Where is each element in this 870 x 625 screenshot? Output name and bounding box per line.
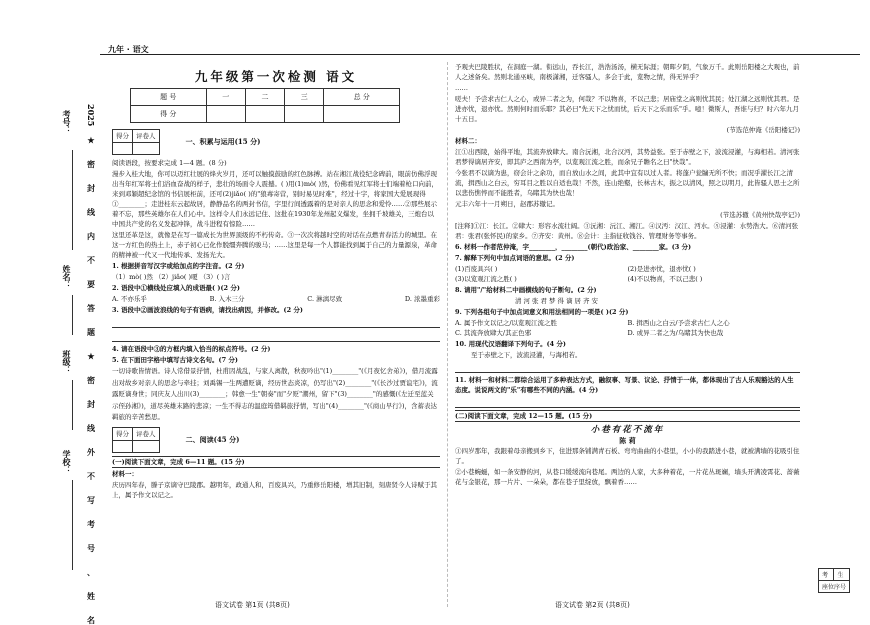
part-one-header xyxy=(112,129,440,155)
score-cell[interactable] xyxy=(206,106,245,123)
score-cell[interactable] xyxy=(324,106,400,123)
field-exam-no xyxy=(62,110,72,136)
question-7-items xyxy=(455,264,800,284)
seal-char: 不 xyxy=(87,471,95,481)
seal-char: 答 xyxy=(87,303,95,313)
footer-right: 语文试卷 第2页 (共8页) xyxy=(555,601,630,609)
question-10: 10. 用现代汉语翻译下列句子。(4 分) xyxy=(455,340,567,348)
q9-option-d[interactable]: D. 或异二者之为/乌睹其为快也哉 xyxy=(627,329,724,337)
score-cell[interactable] xyxy=(245,106,284,123)
score-header: 总 分 xyxy=(324,89,400,106)
seal-star-icon: ★ xyxy=(87,135,95,145)
notes: [注释]①江：长江。②肆大：形容水流壮阔。③沅湘：沅江、湘江。④汉沔：汉江、沔水。⑤浸灌：水势浩大。⑥清河张君：张君(张怀民)的家乡。⑦齐安：黄州。⑧会计：主指征收钱谷、管理财务等事务。 xyxy=(455,222,799,240)
binding-margin xyxy=(0,60,100,625)
option-b[interactable]: B. 入木三分 xyxy=(209,295,245,303)
score-header: 题 号 xyxy=(131,89,207,106)
story-title: 小巷有花不流年 xyxy=(590,425,665,435)
field-name-label: 姓名： xyxy=(62,265,72,289)
seat-number-box xyxy=(818,568,850,593)
field-name xyxy=(62,265,72,291)
column-divider xyxy=(447,62,448,607)
field-school-line[interactable] xyxy=(72,480,73,570)
passage-paragraph: 漫步入桂大地，你可以迈红壮展的烽火岁月，还可以触摸鼓励的红色脉搏。站在湘江战役纪念碑前，眼前仿佛浮现出当年红军将士们浴血奋战的样子，悲壮的场面令人震撼。( )用(1)mò( )然，份佛看见红军将士们端着枪口向前，来到邓颖超纪念馆的书信展柜前，还可(2)jiǎo( )的"狼毒寄营，别时易见时难"，经过十字，将家国大爱展现得①________；走进桂东云起故居，静静品名的两封书信，字里行间透露着的是对亲人的思念和爱怜……②那些展示着不忘，那些英雄尔在人们心中。这样令人们永远记住、这批在1930年龙州起义爆发，坐拥千坡雄关，三炮台以中国共产党的名义发起冲锋，战斗进程有惊险…… xyxy=(112,170,439,228)
mini-grader-cell[interactable] xyxy=(133,143,160,155)
material-1-text: 庆历四年春，滕子京谪守巴陵郡。越明年，政通人和，百废具兴，乃重修岳阳楼，增其旧制，刻唐贤今人诗赋于其上，属予作文以记之。 xyxy=(112,480,437,499)
question-2: 2. 语段中①横线处应填入的成语最( )(2 分) xyxy=(112,284,240,292)
answer-line[interactable] xyxy=(112,330,440,342)
seal-char: 写 xyxy=(87,495,95,505)
mini-score-label: 得分 xyxy=(113,130,133,143)
section-2-title: (二)阅读下面文章，完成 12—15 题。(15 分) xyxy=(455,410,800,422)
page-label: 九年 · 语文 xyxy=(108,45,149,54)
question-1: 1. 根据拼音写汉字或给加点的字注音。(2 分) xyxy=(112,262,245,270)
mini-score-box xyxy=(112,427,160,453)
score-row-label: 得 分 xyxy=(131,106,207,123)
seat-label: 生 xyxy=(834,569,850,581)
score-cell[interactable] xyxy=(285,106,324,123)
q7-item[interactable]: (4)不以物喜，不以己悲( ) xyxy=(627,275,703,283)
material-1-ending: 嗟夫！予尝求古仁人之心，或异二者之为，何哉？不以物喜，不以己悲；居庙堂之高则忧其民；处江湖之远则忧其君。是进亦忧，退亦忧。然则何时而乐耶？其必曰"先天下之忧而忧，后天下之乐而乐"乎。噫！微斯人，吾谁与归？时六年九月十五日。 xyxy=(455,95,800,123)
question-5-text: 一切诗歌皆情语。诗人常借景抒情，杜甫因战乱，与家人离散，秋夜吟出"(1)________"(《月夜忆舍弟》)，借月流露出对故乡对亲人的思念与牵挂；刘禹锡一生两遭贬谪，经历世态炎凉，仍写出"(2)________"(《长沙过贾谊宅》)，流露贬谪身世；同庆友人出川(3)________；韩愈一生"朝奏"而"夕贬"潮州，留下"(3)________"的感慨(《左迁至蓝关示侄孙湘》)，道尽英雄末路的悲凉；一生不得志的温庭筠借羁旅抒情，写出"(4)________"(《商山早行》)，含蓄表达羁旅的辛苦愁思。 xyxy=(112,367,438,421)
field-school xyxy=(62,450,72,476)
seal-char: 名 xyxy=(87,615,95,625)
field-name-line[interactable] xyxy=(72,295,73,335)
material-2-date: 元丰六年十一月朔日，赵郡苏辙记。 xyxy=(455,200,559,208)
mini-grader-cell[interactable] xyxy=(133,440,160,452)
mini-grader-label: 评卷人 xyxy=(133,130,160,143)
score-header: 三 xyxy=(285,89,324,106)
seal-char: 、 xyxy=(87,567,95,577)
source-2: (节选苏辙《黄州快哉亭记》) xyxy=(720,211,800,219)
year-label xyxy=(86,104,96,128)
score-table xyxy=(130,88,400,123)
footer-left: 语文试卷 第1页 (共8页) xyxy=(215,601,290,609)
mini-grader-label: 评卷人 xyxy=(133,427,160,440)
story-paragraph: ②小巷蜿蜒，如一条安静的河，从巷口缓缓流向巷尾。两边的人家，大多种着花，一片花丛斑斓，墙头开满凌霄花、蔷薇花与金银花，那一片片、一朵朵，都在巷子里绽放，飘着香…… xyxy=(455,468,800,486)
q9-option-c[interactable]: C. 其流奔放肆大/其正色邪 xyxy=(455,329,532,337)
seal-char: 线 xyxy=(87,423,95,433)
material-2-label: 材料二： xyxy=(455,137,481,145)
seal-char: 密 xyxy=(87,159,95,169)
field-exam-no-line[interactable] xyxy=(72,150,73,250)
material-1-label: 材料一： xyxy=(112,469,138,478)
material-1-continued: 予观夫巴陵胜状，在洞庭一湖。衔远山，吞长江，浩浩汤汤，横无际涯；朝晖夕阴，气象万千。此则岳阳楼之大观也，前人之述备矣。然则北通巫峡，南极潇湘，迁客骚人，多会于此，览物之情，得无异乎？ xyxy=(455,63,800,81)
question-8: 8. 请用"/"给材料二中画横线的句子断句。(2 分) xyxy=(455,286,597,294)
part-one-title: 一、积累与运用(15 分) xyxy=(185,137,261,146)
mini-score-cell[interactable] xyxy=(113,143,133,155)
answer-line[interactable] xyxy=(455,361,800,373)
seal-char: 线 xyxy=(87,207,95,217)
mini-score-cell[interactable] xyxy=(113,440,133,452)
seal-char: 密 xyxy=(87,375,95,385)
question-8-line[interactable]: 清河张君梦得谪居齐安 xyxy=(515,297,600,305)
seal-char: 封 xyxy=(87,183,95,193)
field-class-line[interactable] xyxy=(72,380,73,430)
question-3: 3. 语段中②画波浪线的句子有语病，请找出病因，并修改。(2 分) xyxy=(112,306,303,314)
seal-char: 要 xyxy=(87,279,95,289)
left-column xyxy=(112,62,440,607)
field-class xyxy=(62,350,72,376)
seal-char: 题 xyxy=(87,327,95,337)
question-1-blanks[interactable]: （1）mò( )然 （2）jiǎo( )嗄 （3）( )言 xyxy=(112,273,231,281)
part-one-intro: 阅读语段，按要求完成 1—4 题。(8 分) xyxy=(112,159,227,167)
q7-item[interactable]: (2)是进亦忧，退亦忧( ) xyxy=(627,265,696,273)
q9-option-b[interactable]: B. 揖西山之白云/予尝求古仁人之心 xyxy=(627,319,730,327)
seal-char: 姓 xyxy=(87,591,95,601)
story-author: 陈 莉 xyxy=(619,436,636,445)
option-a[interactable]: A. 不亦乐乎 xyxy=(112,295,147,303)
passage-paragraph: 这里还革是这，就像是在写一篇成长为世界顶级的不朽传奇。③一次次将越时空的对话在点燃青春活力的城里。在这一方红色的热土上，赤子初心已化作脱缰奔腾的骏马；……这里是每一个人都能找到属于自己的力量源泉，革命的精神被一代又一代地传承、发扬光大。 xyxy=(112,231,437,259)
seal-char: 封 xyxy=(87,399,95,409)
question-6: 6. 材料一作者范仲淹，字________，________(朝代)政治家、________家。(3 分) xyxy=(455,243,692,251)
q9-option-a[interactable]: A. 属予作文以记之/以览观江流之胜 xyxy=(455,319,558,327)
question-4: 4. 请在语段中③的方框内填入恰当的标点符号。(2 分) xyxy=(112,345,271,353)
part-two-header xyxy=(112,427,440,453)
option-c[interactable]: C. 淋漓尽致 xyxy=(307,295,343,303)
seal-star-icon: ★ xyxy=(87,351,95,361)
question-9: 9. 下列各组句子中加点词意义和用法相同的一项是( )(2 分) xyxy=(455,308,629,316)
field-class-label: 班级： xyxy=(62,350,72,374)
seal-char: 不 xyxy=(87,255,95,265)
score-header: 一 xyxy=(206,89,245,106)
seat-label: 考 xyxy=(818,569,834,581)
right-column xyxy=(455,62,800,607)
mini-score-box xyxy=(112,129,160,155)
answer-line[interactable] xyxy=(112,316,440,328)
question-2-options xyxy=(112,294,440,304)
ellipsis: …… xyxy=(455,84,468,92)
section-1-title: (一)阅读下面文章，完成 6—11 题。(15 分) xyxy=(112,456,440,468)
seat-label: 座位序号 xyxy=(818,581,849,593)
seal-char: 外 xyxy=(87,447,95,457)
exam-title: 九年级第一次检测 语文 xyxy=(194,69,358,84)
material-2-text: 江①出西陵，始得平地，其流奔放肆大。南合沅湘，北合汉沔，其势益张。至于赤壁之下，波流浸灌，与海相若。清河张君梦得谪居齐安，即其庐之西南为亭，以览观江流之胜，而余兄子瞻名之曰"快哉"。 xyxy=(455,148,800,166)
question-11: 11. 材料一和材料二都综合运用了多种表达方式，融叙事、写景、议论、抒情于一体，都体现出了古人乐观豁达的人生态度。说说两文的"乐"有哪些不同的内涵。(4 分) xyxy=(455,376,794,394)
field-school-label: 学校： xyxy=(62,450,72,474)
header-rule xyxy=(100,54,860,55)
field-exam-no-label: 考号： xyxy=(62,110,72,134)
part-two-title: 二、阅读(45 分) xyxy=(185,434,240,444)
answer-line[interactable] xyxy=(455,396,800,408)
seal-char: 号 xyxy=(87,543,95,553)
q7-item[interactable]: (1)百废具兴( ) xyxy=(455,265,498,273)
story-paragraph: ①四岁那年，我跟着母亲搬到乡下，住进那条铺满青石板、弯弯曲曲的小巷里，小小的我踏进小巷，就被满墙的花吸引住了。 xyxy=(455,447,800,465)
score-header: 二 xyxy=(245,89,284,106)
q7-item[interactable]: (3)以览观江流之胜( ) xyxy=(455,275,517,283)
mini-score-label: 得分 xyxy=(113,427,133,440)
question-5: 5. 在下面田字格中填写古诗文名句。(7 分) xyxy=(112,356,238,364)
option-d[interactable]: D. 浓墨重彩 xyxy=(404,295,440,303)
question-9-options xyxy=(455,318,800,338)
seal-char: 考 xyxy=(87,519,95,529)
seal-char: 内 xyxy=(87,231,95,241)
source-1: (节选范仲淹《岳阳楼记》) xyxy=(726,126,800,134)
year-text: 2025 xyxy=(86,104,96,127)
question-7: 7. 解释下列句中加点词语的意思。(2 分) xyxy=(455,254,575,262)
question-10-line: 至于赤壁之下，波流浸灌，与海相若。 xyxy=(471,351,582,359)
material-2-text2: 今张君不以谪为患，窃会计之余功，而自放山水之间，此其中宜有以过人者。将蓬户瓮牖无所不快；而况乎濯长江之清流，揖西山之白云，穷耳目之胜以自适也哉！不然，连山绝壑，长林古木，振之以清风，照之以明月，此皆骚人思士之所以悲伤憔悴而不能胜者，乌睹其为快也哉！ xyxy=(455,169,800,197)
